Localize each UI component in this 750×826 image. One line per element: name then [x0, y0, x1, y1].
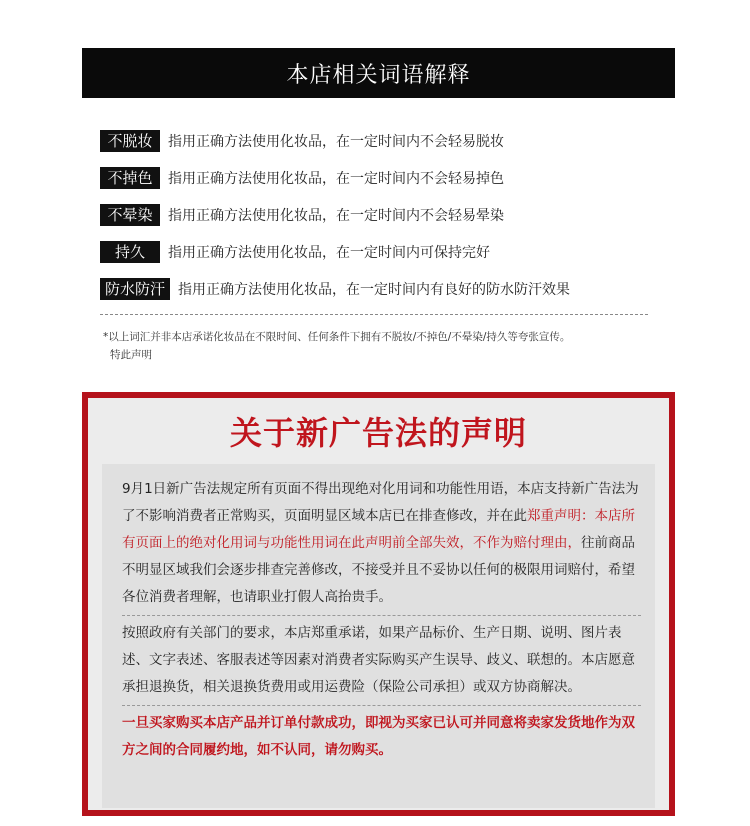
- section-title-bar: [82, 48, 675, 98]
- term-tag: 防水防汗: [100, 278, 170, 300]
- terms-list: [100, 122, 660, 307]
- term-tag: 持久: [100, 241, 160, 263]
- term-row: [100, 233, 660, 270]
- disclaimer-signoff: 特此声明: [110, 349, 152, 361]
- ad-law-title: 关于新广告法的声明: [229, 414, 527, 452]
- p1-normal-text: 9月1日新广告法规定所有页面不得出现绝对化用词和功能性用语，本店支持新广告法为了不影响消费者正常购买，页面明显区域本店已在排查修改，并在此: [122, 481, 639, 524]
- term-description: 指用正确方法使用化妆品，在一定时间内不会轻易脱妆: [168, 133, 504, 150]
- p1-red-text: 郑重声明：本店所有页面上的绝对化用词与功能性用词在此声明前全部失效，不作为赔付理由，: [122, 508, 635, 551]
- term-row: [100, 270, 660, 307]
- section-title: 本店相关词语解释: [286, 62, 471, 88]
- dashed-divider: [122, 705, 641, 706]
- term-tag: 不掉色: [100, 167, 160, 189]
- dashed-divider: [100, 314, 648, 315]
- ad-law-paragraph-2: 按照政府有关部门的要求，本店郑重承诺，如果产品标价、生产日期、说明、图片表述、文字表述、客服表述等因素对消费者实际购买产生误导、歧义、联想的。本店愿意承担退换货，相关退换货费用或用运费险（保险公司承担）或双方协商解决。: [122, 625, 635, 695]
- ad-law-statement-box: [82, 392, 675, 816]
- term-tag: 不晕染: [100, 204, 160, 226]
- ad-law-paragraph-3: 一旦买家购买本店产品并订单付款成功，即视为买家已认可并同意将卖家发货地作为双方之间的合同履约地，如不认同，请勿购买。: [122, 715, 635, 758]
- dashed-divider: [122, 615, 641, 616]
- term-description: 指用正确方法使用化妆品，在一定时间内不会轻易掉色: [168, 170, 504, 187]
- disclaimer-line: *以上词汇并非本店承诺化妆品在不限时间、任何条件下拥有不脱妆/不掉色/不晕染/持久等夸张宣传。: [103, 331, 571, 343]
- p1-tail-text: 往前商品不明显区域我们会逐步排查完善修改，不接受并且不妥协以任何的极限用词赔付，希望各位消费者理解，也请职业打假人高抬贵手。: [122, 535, 635, 605]
- term-description: 指用正确方法使用化妆品，在一定时间内可保持完好: [168, 244, 490, 261]
- term-tag: 不脱妆: [100, 130, 160, 152]
- term-row: [100, 159, 660, 196]
- ad-law-paragraph-1: [122, 476, 641, 611]
- term-row: [100, 122, 660, 159]
- term-description: 指用正确方法使用化妆品，在一定时间内有良好的防水防汗效果: [178, 281, 571, 298]
- terms-disclaimer: [103, 328, 663, 364]
- ad-law-content: [102, 464, 655, 808]
- term-row: [100, 196, 660, 233]
- term-description: 指用正确方法使用化妆品，在一定时间内不会轻易晕染: [168, 207, 504, 224]
